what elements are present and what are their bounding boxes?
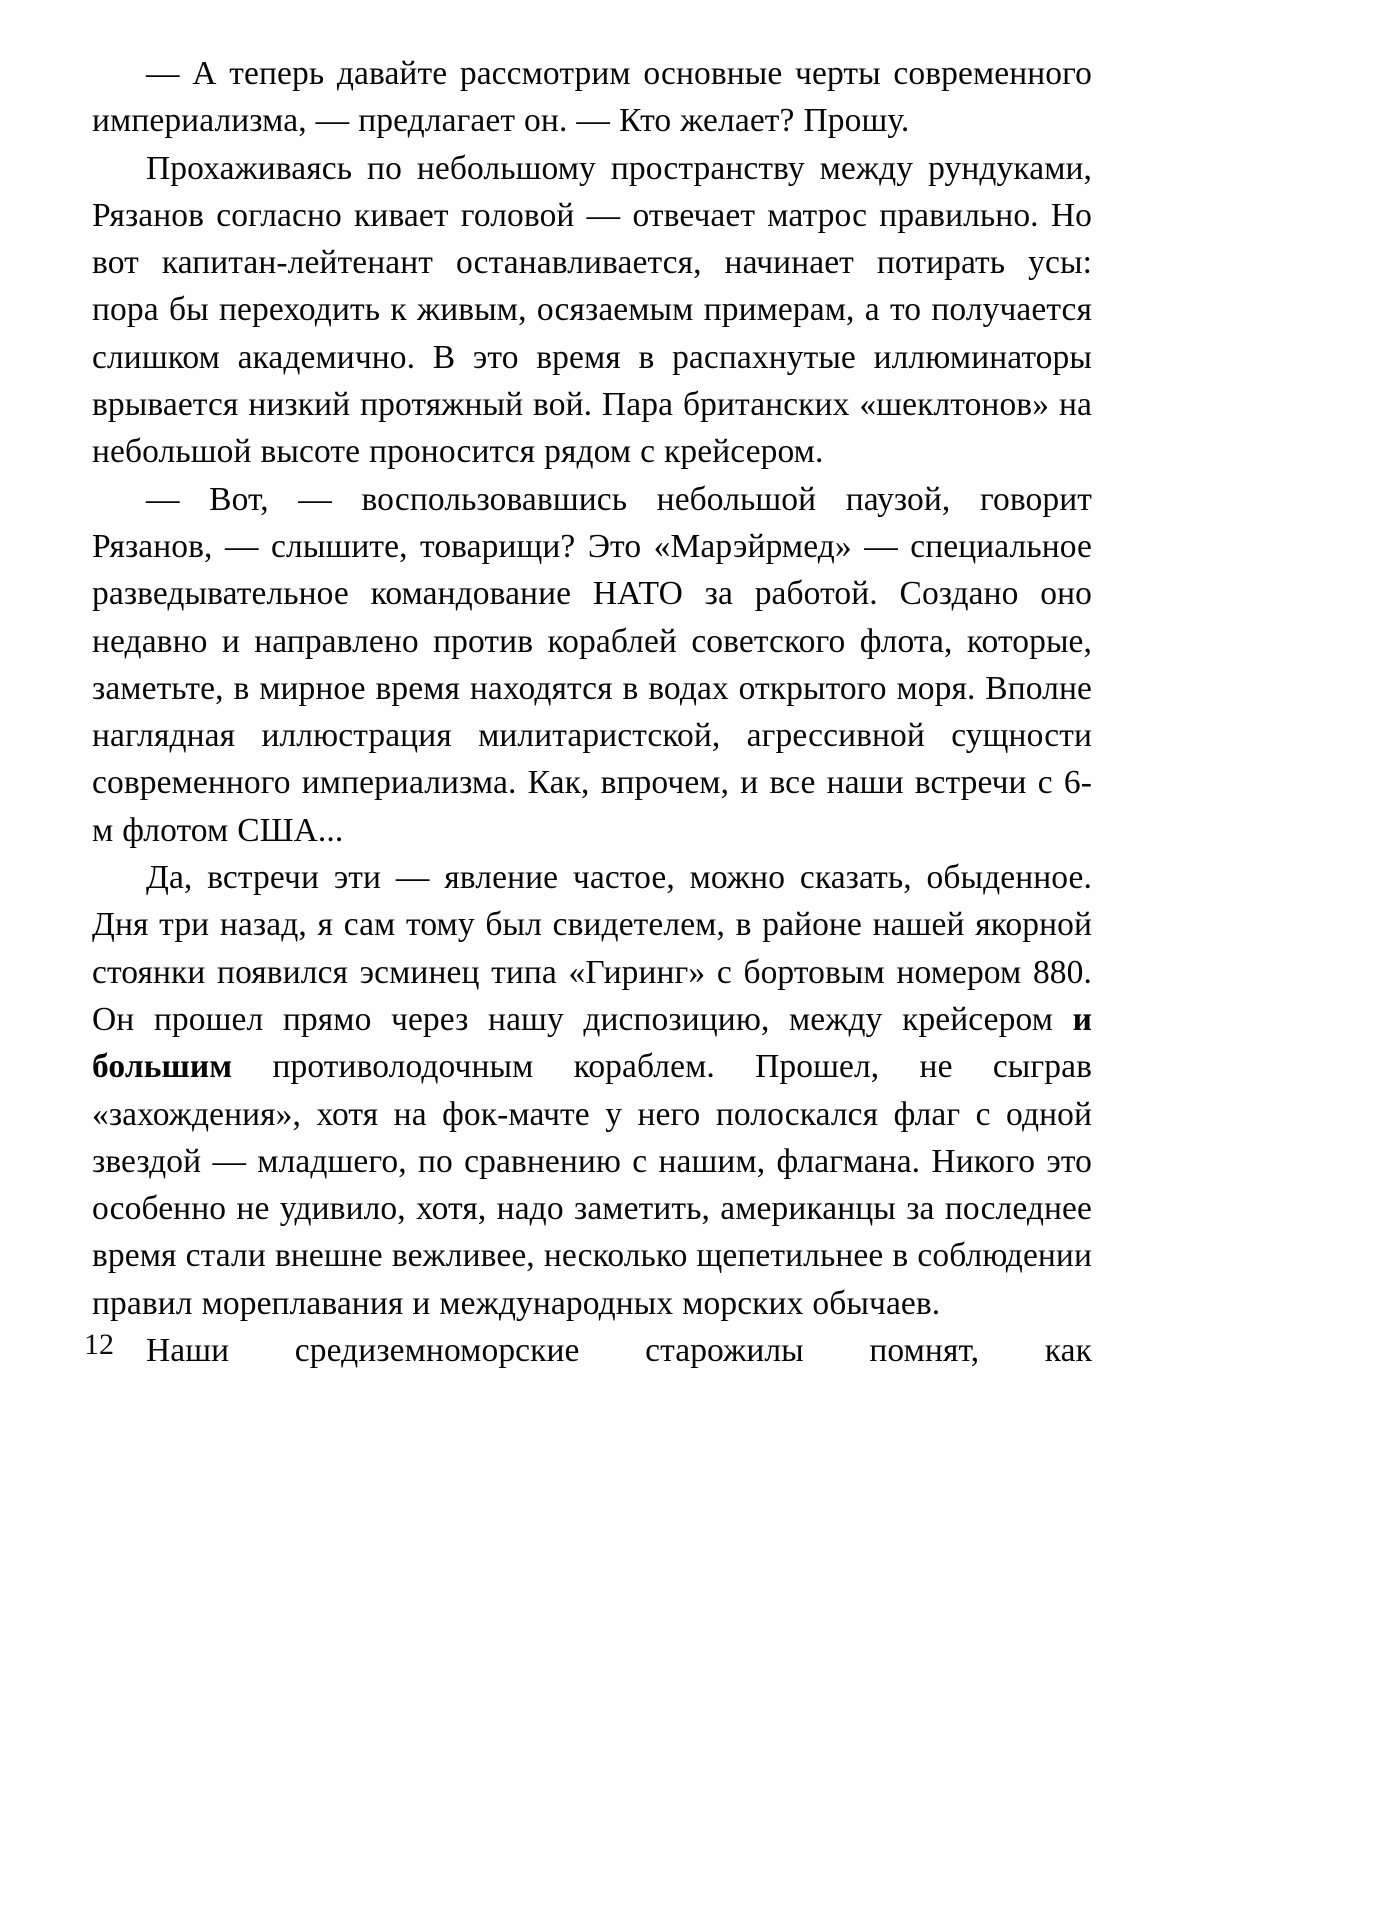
- paragraph-4-segment-1: Да, встречи эти — явление частое, можно сказать, обыденное. Дня три назад, я сам тому был свидетелем, в районе нашей якорной стоянки появился эсминец типа «Гиринг» с бортовым номером 880. Он прошел прямо через нашу диспозицию, между крейсером: [92, 859, 1092, 1038]
- paragraph-2: Прохаживаясь по небольшому пространству между рундуками, Рязанов согласно кивает головой — отвечает матрос правильно. Но вот капитан-лейтенант останавливается, начинает потирать усы: пора бы переходить к живым, осязаемым примерам, а то получается слишком академично. В это время в распахнутые иллюминаторы врывается низкий протяжный вой. Пара британских «шеклтонов» на небольшой высоте проносится рядом с крейсером.: [92, 149, 1092, 471]
- paragraph-4: [92, 854, 1092, 1327]
- page-number: 12: [84, 1328, 114, 1361]
- paragraph-4-bold-phrase: и большим: [92, 1000, 1092, 1086]
- paragraph-3: — Вот, — воспользовавшись небольшой паузой, говорит Рязанов, — слышите, товарищи? Это «Марэйрмед» — специальное разведывательное командование НАТО за работой. Создано оно недавно и направлено против кораблей советского флота, которые, заметьте, в мирное время находятся в водах открытого моря. Вполне наглядная иллюстрация милитаристской, агрессивной сущности современного империализма. Как, впрочем, и все наши встречи с 6-м флотом США...: [92, 480, 1092, 849]
- paragraph-4-segment-3: противолодочным кораблем. Прошел, не сыграв «захождения», хотя на фок-мачте у него полоскался флаг с одной звездой — младшего, по сравнению с нашим, флагмана. Никого это особенно не удивило, хотя, надо заметить, американцы за последнее время стали внешне вежливее, несколько щепетильнее в соблюдении правил мореплавания и международных морских обычаев.: [92, 1048, 1092, 1322]
- paragraph-5: Наши средиземноморские старожилы помнят, как: [146, 1332, 1092, 1370]
- paragraph-1: — А теперь давайте рассмотрим основные черты современного империализма, — предлагает он. — Кто желает? Прошу.: [92, 55, 1092, 140]
- text-column: [92, 50, 1092, 1374]
